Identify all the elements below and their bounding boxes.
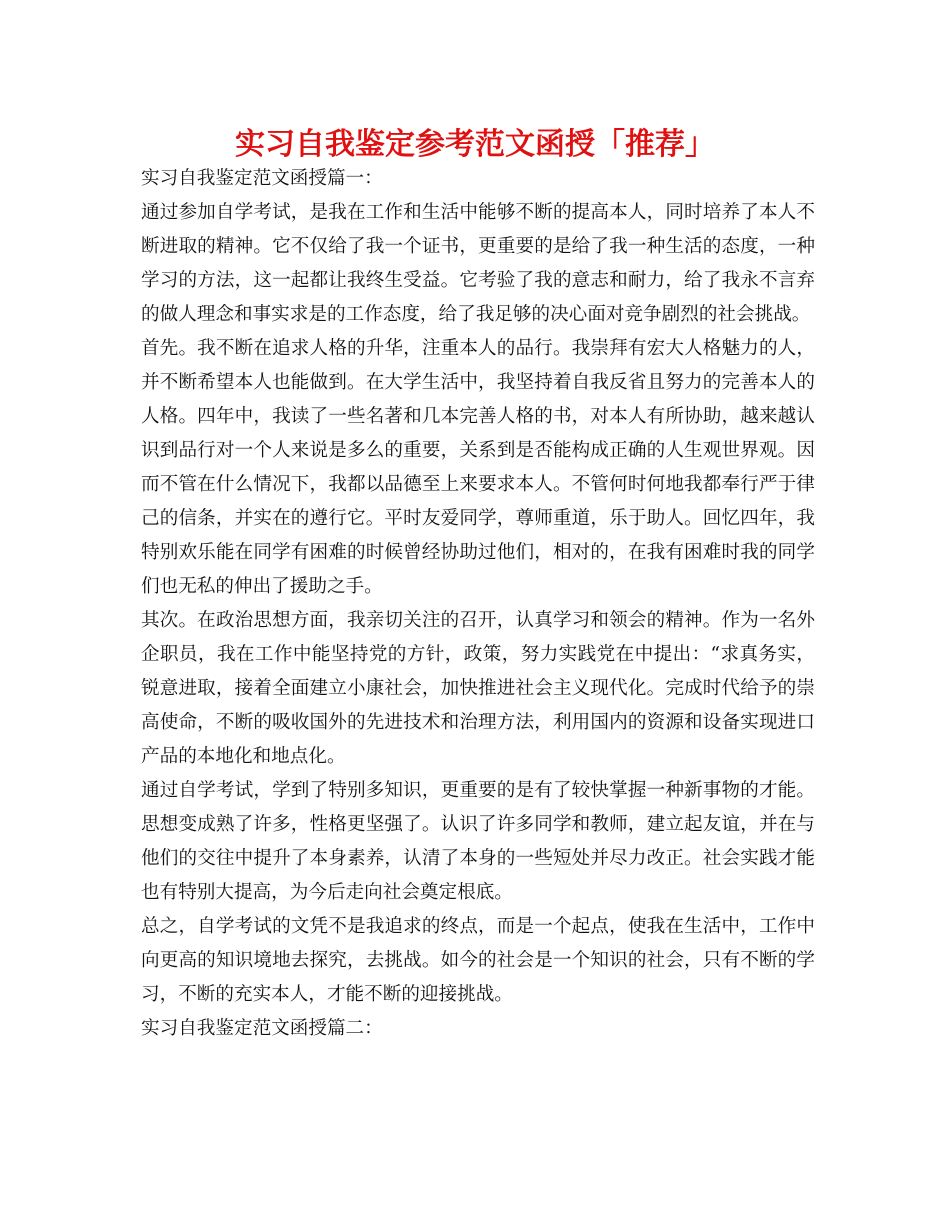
paragraph: 其次。在政治思想方面，我亲切关注的召开，认真学习和领会的精神。作为一名外企职员，我在工作中能坚持党的方针，政策，努力实践党在中提出：“求真务实，锐意进取，接着全面建立小康社会，加快推进社会主义现代化。完成时代给予的崇高使命，不断的吸收国外的先进技术和治理方法，利用国内的资源和设备实现进口产品的本地化和地点化。: [141, 610, 815, 767]
paragraph: 通过自学考试，学到了特别多知识，更重要的是有了较快掌握一种新事物的才能。思想变成熟了许多，性格更坚强了。认识了许多同学和教师，建立起友谊，并在与他们的交往中提升了本身素养，认清了本身的一些短处并尽力改正。社会实践才能也有特别大提高，为今后走向社会奠定根底。: [141, 780, 815, 903]
paragraph: 通过参加自学考试，是我在工作和生活中能够不断的提高本人，同时培养了本人不断进取的精神。它不仅给了我一个证书，更重要的是给了我一种生活的态度，一种学习的方法，这一起都让我终生受益。它考验了我的意志和耐力，给了我永不言弃的做人理念和事实求是的工作态度，给了我足够的决心面对竞争剧烈的社会挑战。: [141, 202, 815, 325]
paragraph: 总之，自学考试的文凭不是我追求的终点，而是一个起点，使我在生活中，工作中向更高的知识境地去探究，去挑战。如今的社会是一个知识的社会，只有不断的学习，不断的充实本人，才能不断的迎接挑战。: [141, 916, 815, 1005]
document-title: 实习自我鉴定参考范文函授「推荐」: [235, 127, 715, 162]
paragraph: 首先。我不断在追求人格的升华，注重本人的品行。我崇拜有宏大人格魅力的人，并不断希望本人也能做到。在大学生活中，我坚持着自我反省且努力的完善本人的人格。四年中，我读了一些名著和几本完善人格的书，对本人有所协助，越来越认识到品行对一个人来说是多么的重要，关系到是否能构成正确的人生观世界观。因而不管在什么情况下，我都以品德至上来要求本人。不管何时何地我都奉行严于律己的信条，并实在的遵行它。平时友爱同学，尊师重道，乐于助人。回忆四年，我特别欢乐能在同学有困难的时候曾经协助过他们，相对的，在我有困难时我的同学们也无私的伸出了援助之手。: [141, 338, 815, 597]
section-heading-1: 实习自我鉴定范文函授篇一：: [141, 168, 383, 189]
section-heading-2: 实习自我鉴定范文函授篇二：: [141, 1018, 383, 1039]
document-body: [141, 162, 815, 1046]
